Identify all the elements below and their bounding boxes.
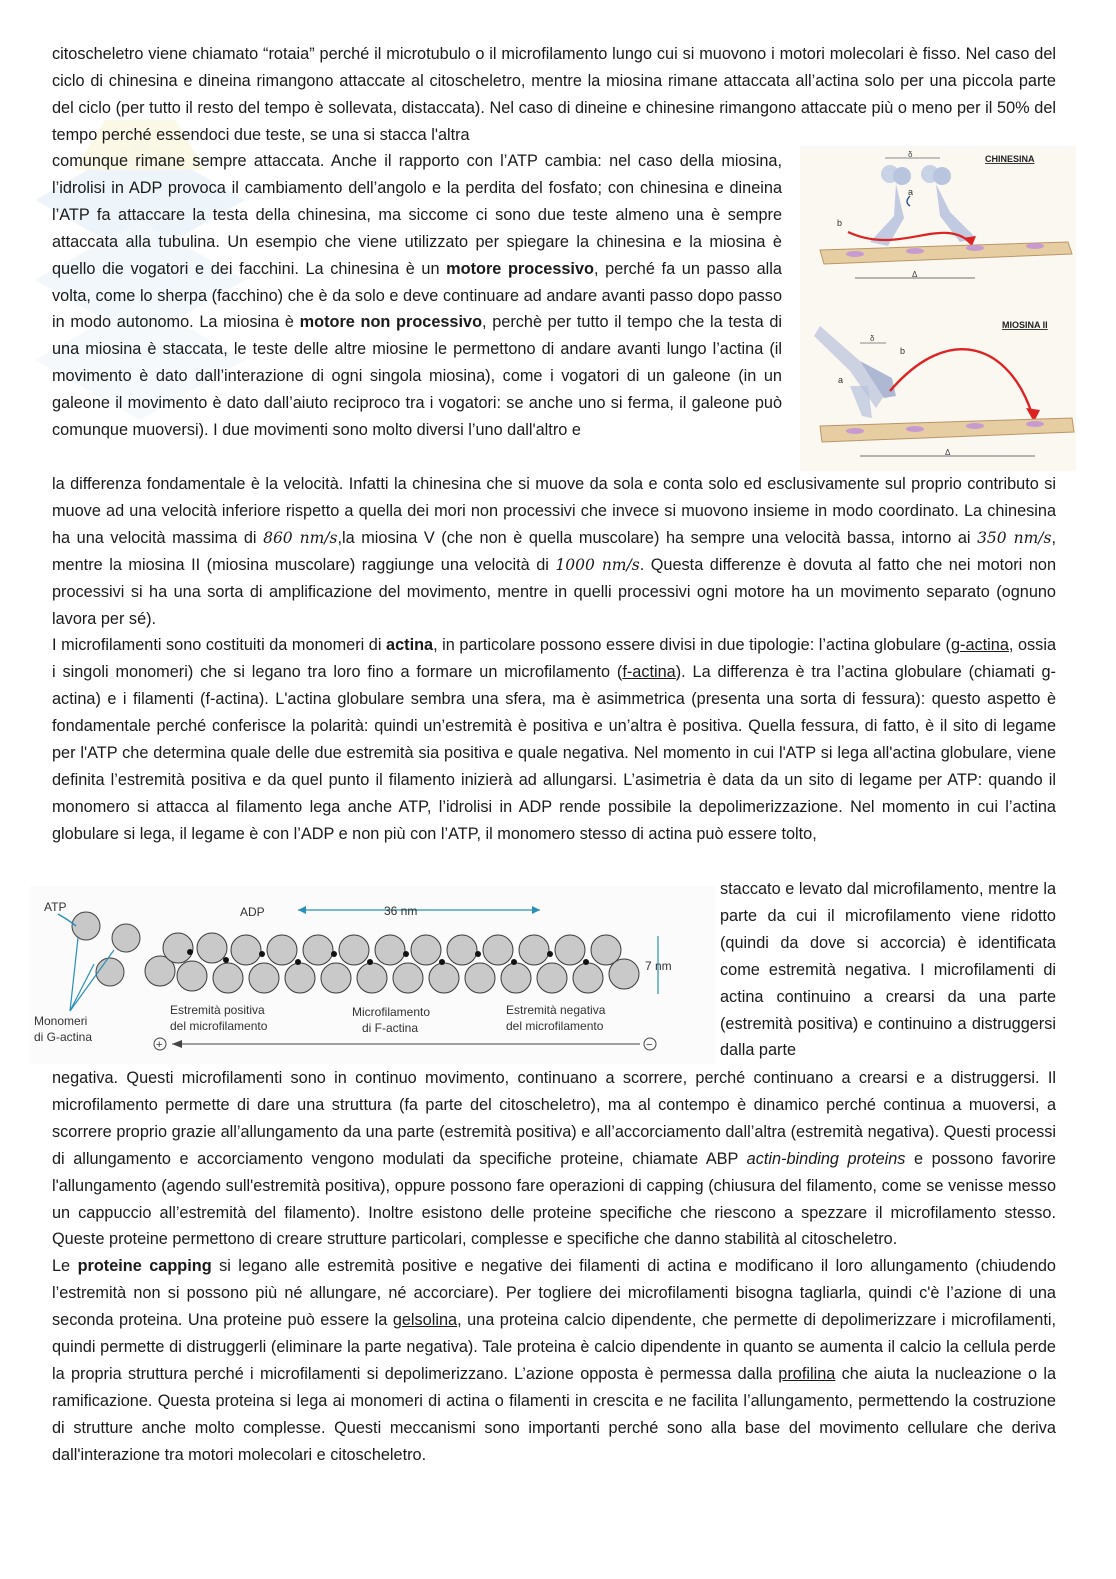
text: si legano alle estremità positive e negative dei filamenti di actina e modificano il loro allungamento (chiudendo l’estremità non si possono più né allungare, né accorciare). Per togliere dei microfilamenti bisogna tagliarla, quindi c'è l’azione di una seconda proteina. Una proteine può essere la (52, 1257, 1056, 1330)
text: , perché fa un passo alla volta, come lo sherpa (facchino) che è da solo e deve continuare ad andare avanti passo dopo passo in modo autonomo. La miosina è (52, 259, 782, 332)
figure-actin-svg (30, 886, 715, 1064)
text: ,la miosina V (che non è quella muscolare) ha sempre una velocità bassa, intorno ai (337, 528, 978, 547)
figure-kinesin-myosin (800, 146, 1076, 471)
velocity-kinesin: 860 nm/s (263, 528, 338, 547)
plus-end-sign: + (156, 1039, 163, 1051)
text: comunque rimane sempre attaccata. Anche il rapporto con l’ATP cambia: nel caso della miosina, l’idrolisi in ADP provoca il cambiamento dell’angolo e la perdita del fosfato; con chinesina e dineina l’ATP fa attaccare la testa della chinesina, ma siccome ci sono due teste almeno una è sempre attaccata alla tubulina. Un esempio che viene utilizzato per spiegare la chinesina e la miosina è quello die vogatori e dei facchini. La chinesina è un (52, 152, 782, 278)
text: che aiuta la nucleazione o la ramificazione. Questa proteina si lega ai monomeri di actina o filamenti in crescita e ne facilita l’allungamento, permettendo la costruzione di strutture anche molto complesse. Questi meccanismi sono importanti perché sono alla base del movimento cellulare che deriva dall'interazione tra motori molecolari e citoscheletro. (52, 1364, 1056, 1464)
text: , mentre la miosina II (miosina muscolare) raggiunge una velocità di (52, 528, 1056, 574)
velocity-myosin-ii: 1000 nm/s (555, 555, 640, 574)
figure-title-myosin: MIOSINA II (1002, 320, 1048, 330)
label-filament-1: Microfilamento (352, 1005, 431, 1019)
text: . Questa differenze è dovuta al fatto che nei motori non processivi si ha una sorta di amplificazione del movimento, mentre in quelli processivi ogni motore ha un movimento separato (ognuno lavora per sé). (52, 555, 1056, 628)
text: , perchè per tutto il tempo che la testa di una miosina è staccata, le teste delle altre miosine le permettono di andare avanti lungo l’actina (il movimento è dato dall’interazione di ogni singola miosina), come i vogatori di un galeone (in un galeone il movimento è dato dall’aiuto reciproco tra i vogatori: se anche uno si ferma, il galeone può comunque muoversi). I due movimenti sono molto diversi l’uno dall'altro e (52, 313, 782, 440)
term-gelsolina: gelsolina (392, 1311, 458, 1330)
label-delta-top: δ (908, 150, 913, 159)
text: citoscheletro viene chiamato “rotaia” perché il microtubulo o il microfilamento lungo cui si muovono i motori molecolari è fisso. Nel caso del ciclo di chinesina e dineina rimangono attaccate al citoscheletro, mentre la miosina rimane attaccata all’actina solo per una piccola parte del ciclo (per tutto il resto del tempo è sollevata, distaccata). Nel caso di dineine e chinesine rimangono attaccate più o meno per il 50% del tempo perché essendoci due teste, se una si stacca l'altra (52, 45, 1056, 144)
term-motore-processivo: motore processivo (446, 259, 594, 278)
label-a-kinesin: a (908, 187, 914, 197)
figure-kinesin-myosin-svg (800, 146, 1076, 471)
paragraph-motors-middle (52, 471, 1056, 848)
figure-title-kinesin: CHINESINA (985, 154, 1035, 164)
paragraph-motors-narrow (52, 148, 782, 444)
label-monomers-1: Monomeri (34, 1014, 88, 1028)
myosin-diagram (814, 326, 1074, 457)
text: , in particolare possono essere divisi in due tipologie: l’actina globulare ( (433, 636, 951, 655)
label-adp: ADP (240, 905, 265, 919)
label-b-kinesin: b (837, 218, 843, 228)
g-actin-monomers (72, 912, 140, 986)
minus-end-sign: − (646, 1039, 653, 1051)
text: I microfilamenti sono costituiti da monomeri di (52, 636, 387, 655)
label-Delta-myosin: Δ (945, 448, 951, 457)
f-actin-filament (145, 933, 639, 993)
term-motore-non-processivo: motore non processivo (299, 313, 483, 332)
label-atp: ATP (44, 900, 67, 914)
term-f-actina: f-actina (622, 663, 676, 682)
term-profilina: profilina (778, 1364, 836, 1383)
label-filament-2: di F-actina (362, 1021, 419, 1035)
paragraph-actin-right (720, 876, 1056, 1064)
label-36nm: 36 nm (384, 904, 418, 918)
term-abp: actin-binding proteins (746, 1149, 906, 1168)
text: e possono favorire l'allungamento (agendo sull'estremità positiva), oppure possono fare operazioni di capping (chiusura del filamento, come se venisse messo un cappuccio all’estremità del filamento). Inoltre esistono delle proteine specifiche che riescono a spezzare il microfilamento stesso. Queste proteine permettono di creare strutture particolari, complesse e specifiche che danno stabilità al citoscheletro. (52, 1149, 1056, 1249)
label-b-myosin: b (900, 346, 906, 356)
text: la differenza fondamentale è la velocità. Infatti la chinesina che si muove da sola e conta solo ed esclusivamente sul proprio contributo si muove ad una velocità inferiore rispetto a quella dei mori non processivi che invece si muovono insieme in modo coordinato. La chinesina ha una velocità massima di (52, 475, 1056, 547)
label-Delta-kinesin: Δ (912, 270, 918, 279)
label-delta-myosin: δ (870, 334, 875, 343)
term-proteine-capping: proteine capping (77, 1257, 212, 1276)
text: Le (52, 1257, 78, 1276)
kinesin-diagram (820, 150, 1072, 279)
term-g-actina: g-actina (950, 636, 1009, 655)
velocity-myosin-v: 350 nm/s (977, 528, 1052, 547)
text: , una proteina calcio dipendente, che permette di depolimerizzare i microfilamenti, quindi permette di distruggerli (eliminare la parte negativa). Tale proteina è calcio dipendente in quanto se aumenta il calcio la cellula perde la propria struttura perché i microfilamenti si depolimerizzano. L’azione opposta è permessa dalla (52, 1311, 1056, 1383)
label-monomers-2: di G-actina (34, 1030, 93, 1044)
label-a-myosin: a (838, 375, 844, 385)
text: , ossia i singoli monomeri) che si legano tra loro fino a formare un microfilamento ( (52, 636, 1056, 682)
label-7nm: 7 nm (645, 959, 672, 973)
text: negativa. Questi microfilamenti sono in continuo movimento, continuano a scorrere, perché continuano a crearsi e a distruggersi. Il microfilamento permette di dare una struttura (fa parte del citoscheletro), ma al contempo è dinamico perché continua a muoversi, a scorrere proprio grazie all’allungamento da una parte (estremità positiva) e all’accorciamento dall’altra (estremità negativa). Questi processi di allungamento e accorciamento vengono modulati da specifiche proteine, chiamate ABP (52, 1069, 1056, 1168)
term-actina: actina (386, 636, 434, 655)
figure-actin-microfilament (30, 886, 715, 1064)
label-plus-end-1: Estremità positiva (170, 1003, 265, 1017)
label-minus-end-1: Estremità negativa (506, 1003, 606, 1017)
paragraph-actin-bottom (52, 1065, 1056, 1469)
label-minus-end-2: del microfilamento (506, 1019, 604, 1033)
text: ). La differenza è tra l’actina globulare (chiamati g-actina) e i filamenti (f-actina). L'actina globulare sembra una sfera, ma è asimmetrica (presenta una sorta di fessura): questo aspetto è fondamentale perché conferisce la polarità: quindi un’estremità è positiva e un’altra è positiva. Quella fessura, di fatto, è il sito di legame per l'ATP che determina quale delle due estremità sia positiva e quale negativa. Nel momento in cui l'ATP si lega all'actina globulare, viene definita l’estremità positiva e da quel punto il filamento inizierà ad allungarsi. L’asimetria è data da un sito di legame per ATP: quando il monomero si attacca al filamento lega anche ATP, l’idrolisi in ADP rende possibile la depolimerizzazione. Nel momento in cui l’actina globulare si lega, il legame è con l’ADP e non più con l’ATP, il monomero stesso di actina può essere tolto, (52, 663, 1056, 843)
paragraph-motors-top (52, 41, 1056, 149)
label-plus-end-2: del microfilamento (170, 1019, 268, 1033)
text: staccato e levato dal microfilamento, mentre la parte da cui il microfilamento viene ridotto (quindi da dove si accorcia) è identificata come estremità negativa. I microfilamenti di actina continuino a crearsi da una parte (estremità positiva) e continuino a distruggersi dalla parte (720, 880, 1056, 1060)
